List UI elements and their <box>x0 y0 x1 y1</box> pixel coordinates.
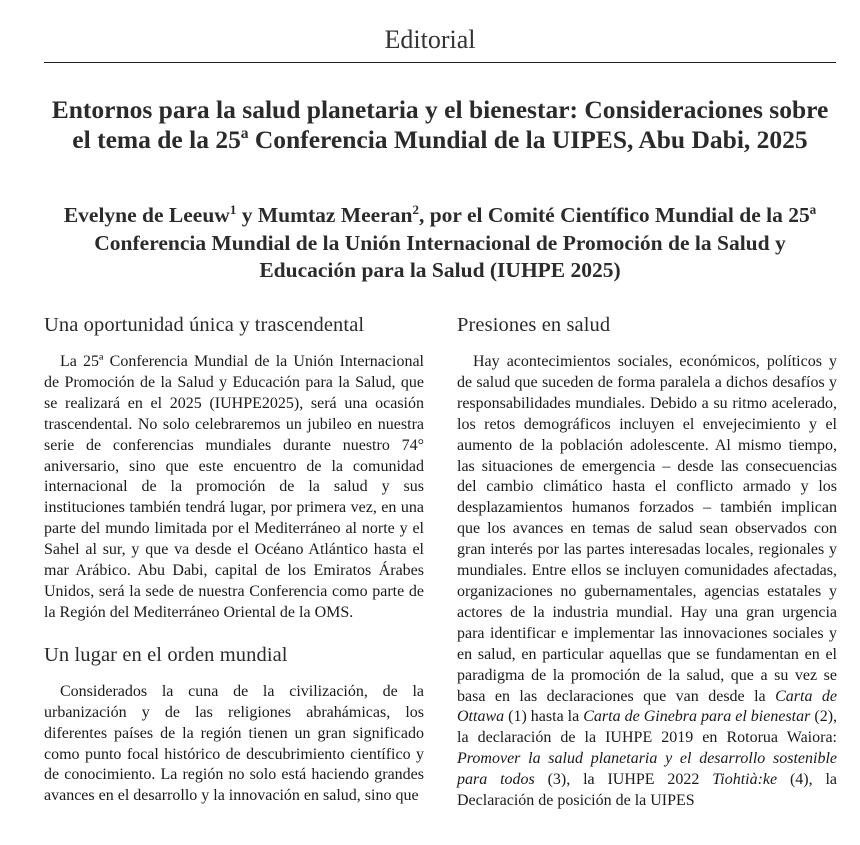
header-rule <box>44 62 836 63</box>
text-part-3: (2), la declaración de la IUHPE 2019 en Rotorua Waiora: <box>457 708 838 747</box>
paragraph-presiones <box>457 352 837 812</box>
left-column <box>44 312 424 807</box>
ref-rotorua-waiora: Promover la salud planetaria y el desarrollo sostenible para todos <box>457 750 837 789</box>
author-1-affiliation: 1 <box>229 202 237 217</box>
ref-carta-ottawa: Carta de Ottawa <box>457 687 837 726</box>
author-2-affiliation: 2 <box>412 202 419 217</box>
text-part-4: (3), la IUHPE 2022 <box>534 771 713 789</box>
article-title: Entornos para la salud planetaria y el bienestar: Consideraciones sobre el tema de la 25ª Conferencia Mundial de la UIPES, Abu Dabi, 2025 <box>51 95 829 154</box>
author-1: Evelyne de Leeuw <box>63 203 230 228</box>
paragraph-lugar: Considerados la cuna de la civilización, de la urbanización y de las religiones abrahámicas, los diferentes países de la región tienen un gran significado como punto focal histórico de descubrimiento científico y de conocimiento. La región no solo está haciendo grandes avances en el desarrollo y la innovación en salud, sino que <box>44 682 424 805</box>
ref-carta-ginebra: Carta de Ginebra para el bienestar <box>583 708 811 726</box>
section-heading-lugar: Un lugar en el orden mundial <box>44 643 288 666</box>
paragraph-oportunidad: La 25ª Conferencia Mundial de la Unión Internacional de Promoción de la Salud y Educación para la Salud, que se realizará en el 2025 (IUHPE2025), será una ocasión trascendental. No solo celebraremos un jubileo en nuestra serie de conferencias mundiales durante nuestro 74° aniversario, sino que este encuentro de la comunidad internacional de la promoción de la salud y sus instituciones también tendrá lugar, por primera vez, en una parte del mundo limitada por el Mediterráneo al norte y el Sahel al sur, y que va desde el Océano Atlántico hasta el mar Arábico. Abu Dabi, capital de los Emiratos Árabes Unidos, será la sede de nuestra Conferencia como parte de la Región del Mediterráneo Oriental de la OMS. <box>44 353 424 621</box>
section-label: Editorial <box>384 25 476 54</box>
ref-tiohtiake: Tiohtià:ke <box>712 771 778 789</box>
author-2: Mumtaz Meeran <box>257 203 413 228</box>
section-heading-oportunidad: Una oportunidad única y trascendental <box>44 314 365 336</box>
text-part-1: Hay acontecimientos sociales, económicos, políticos y de salud que suceden de forma paralela a dichos desafíos y responsabilidades mundiales. Debido a su ritmo acelerado, los retos demográficos incluyen el envejecimiento y el aumento de la población adolescente. Al mismo tiempo, las situaciones de emergencia – desde las consecuencias del cambio climático hasta el conflicto armado y los desplazamientos humanos forzados – también implican que los avances en temas de salud sean observados con gran interés por las partes interesadas locales, regionales y mundiales. Entre ellos se incluyen comunidades afectadas, organizaciones no gubernamentales, agencias estatales y actores de la industria mundial. Hay una gran urgencia para identificar e implementar las innovaciones sociales y en salud, en particular aquellas que se fundamentan en el paradigma de la promoción de la salud, que a su vez se basa en las declaraciones que van desde la <box>457 353 837 705</box>
committee-text: , por el Comité Científico Mundial de la 25ª Conferencia Mundial de la Unión Internacional de Promoción de la Salud y Educación para la Salud (IUHPE 2025) <box>94 203 817 283</box>
section-heading-presiones: Presiones en salud <box>457 314 611 336</box>
text-part-5: (4), la Declaración de posición de la UIPES <box>457 771 837 810</box>
right-column <box>457 312 837 812</box>
author-connector: y <box>236 203 258 228</box>
article-authors <box>44 196 836 285</box>
text-part-2: (1) hasta la <box>504 708 584 726</box>
